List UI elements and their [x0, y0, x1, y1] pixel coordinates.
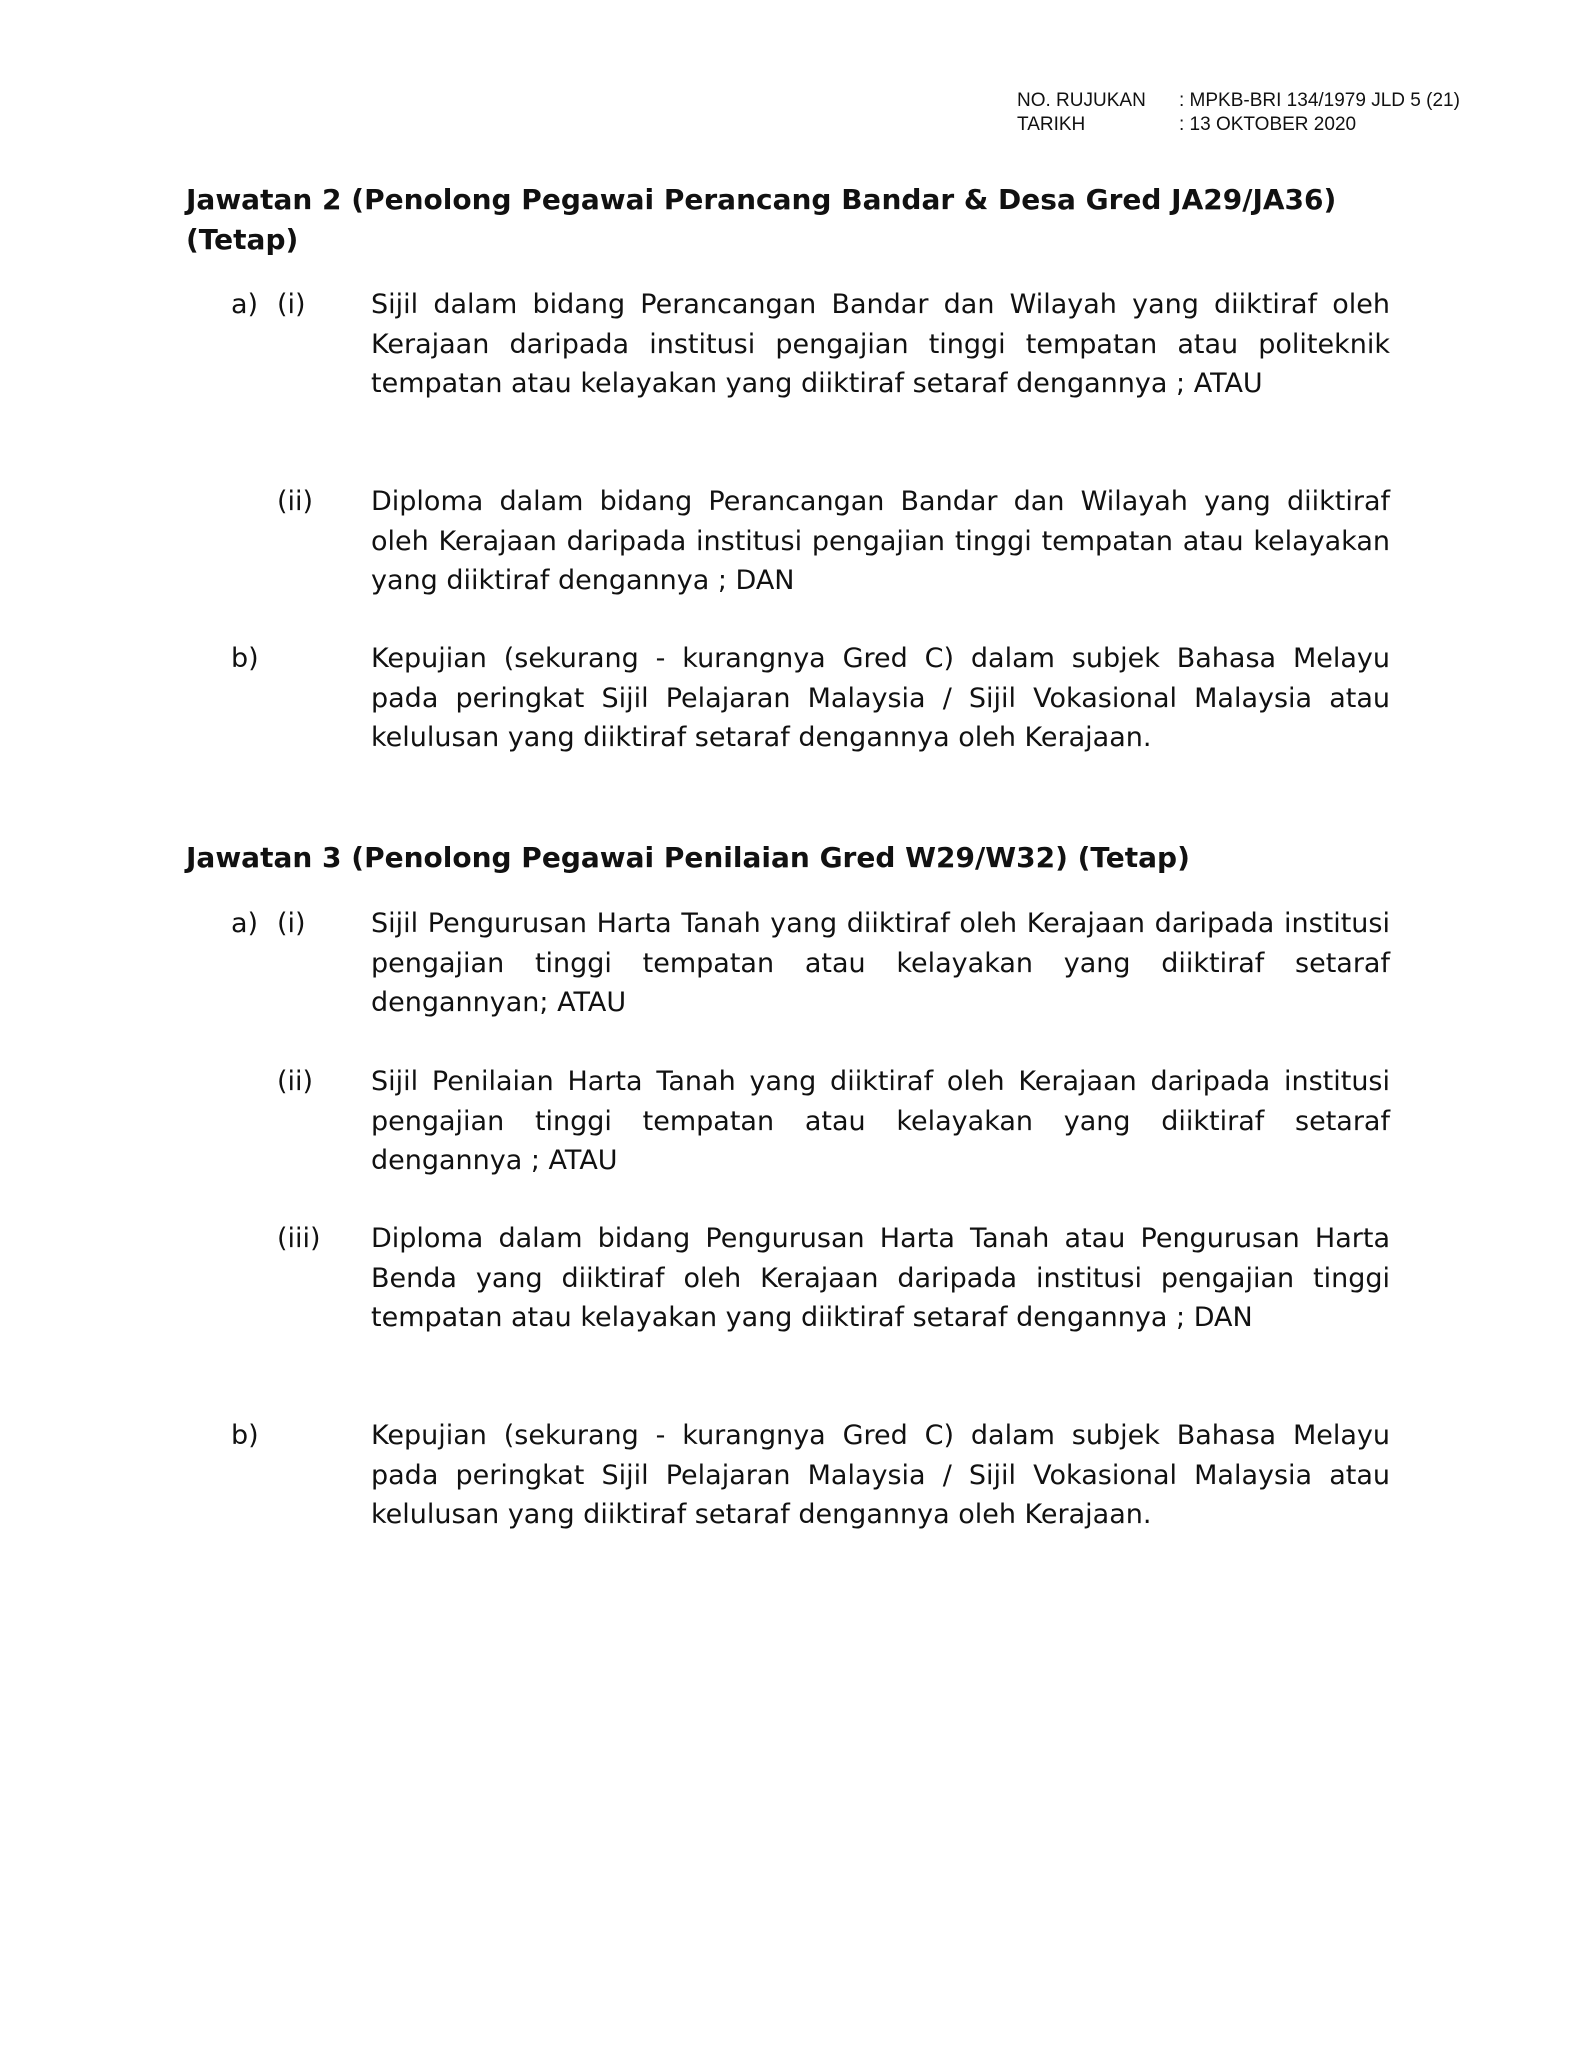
item-text: Sijil Penilaian Harta Tanah yang diiktiraf oleh Kerajaan daripada institusi pengajian tinggi tempatan atau kelayakan yang diiktiraf setaraf dengannya ; ATAU: [371, 1066, 1390, 1176]
item-text: Kepujian (sekurang - kurangnya Gred C) dalam subjek Bahasa Melayu pada peringkat Sijil Pelajaran Malaysia / Sijil Vokasional Malaysia atau kelulusan yang diiktiraf setaraf dengannya oleh Kerajaan.: [371, 1420, 1390, 1530]
item-roman: (ii): [277, 1066, 314, 1097]
item-roman: (ii): [277, 486, 314, 517]
item-text: Diploma dalam bidang Pengurusan Harta Tanah atau Pengurusan Harta Benda yang diiktiraf oleh Kerajaan daripada institusi pengajian tinggi tempatan atau kelayakan yang diiktiraf setaraf dengannya ; DAN: [371, 1223, 1390, 1333]
section-heading-jawatan-2: Jawatan 2 (Penolong Pegawai Perancang Bandar & Desa Gred JA29/JA36) (Tetap): [186, 183, 1337, 256]
date-label: TARIKH: [1017, 114, 1086, 135]
reference-number-value: : MPKB-BRI 134/1979 JLD 5 (21): [1179, 90, 1460, 111]
item-text: Diploma dalam bidang Perancangan Bandar dan Wilayah yang diiktiraf oleh Kerajaan daripada institusi pengajian tinggi tempatan atau kelayakan yang diiktiraf dengannya ; DAN: [371, 486, 1390, 596]
reference-number-label: NO. RUJUKAN: [1017, 90, 1146, 111]
section-heading-jawatan-3: Jawatan 3 (Penolong Pegawai Penilaian Gred W29/W32) (Tetap): [186, 841, 1190, 874]
item-letter: a): [231, 908, 259, 939]
date-value: : 13 OKTOBER 2020: [1179, 114, 1357, 135]
item-roman: (iii): [277, 1223, 321, 1254]
reference-block: [1017, 89, 1460, 137]
item-text: Sijil dalam bidang Perancangan Bandar dan Wilayah yang diiktiraf oleh Kerajaan daripada institusi pengajian tinggi tempatan atau politeknik tempatan atau kelayakan yang diiktiraf setaraf dengannya ; ATAU: [371, 289, 1390, 399]
item-text: Sijil Pengurusan Harta Tanah yang diiktiraf oleh Kerajaan daripada institusi pengajian tinggi tempatan atau kelayakan yang diiktiraf setaraf dengannyan; ATAU: [371, 908, 1390, 1018]
item-letter: b): [231, 643, 259, 674]
date-row: [1017, 113, 1460, 137]
item-text: Kepujian (sekurang - kurangnya Gred C) dalam subjek Bahasa Melayu pada peringkat Sijil Pelajaran Malaysia / Sijil Vokasional Malaysia atau kelulusan yang diiktiraf setaraf dengannya oleh Kerajaan.: [371, 643, 1390, 753]
item-letter: b): [231, 1420, 259, 1451]
item-roman: (i): [277, 289, 306, 320]
item-letter: a): [231, 289, 259, 320]
item-roman: (i): [277, 908, 306, 939]
reference-number-row: [1017, 89, 1460, 113]
